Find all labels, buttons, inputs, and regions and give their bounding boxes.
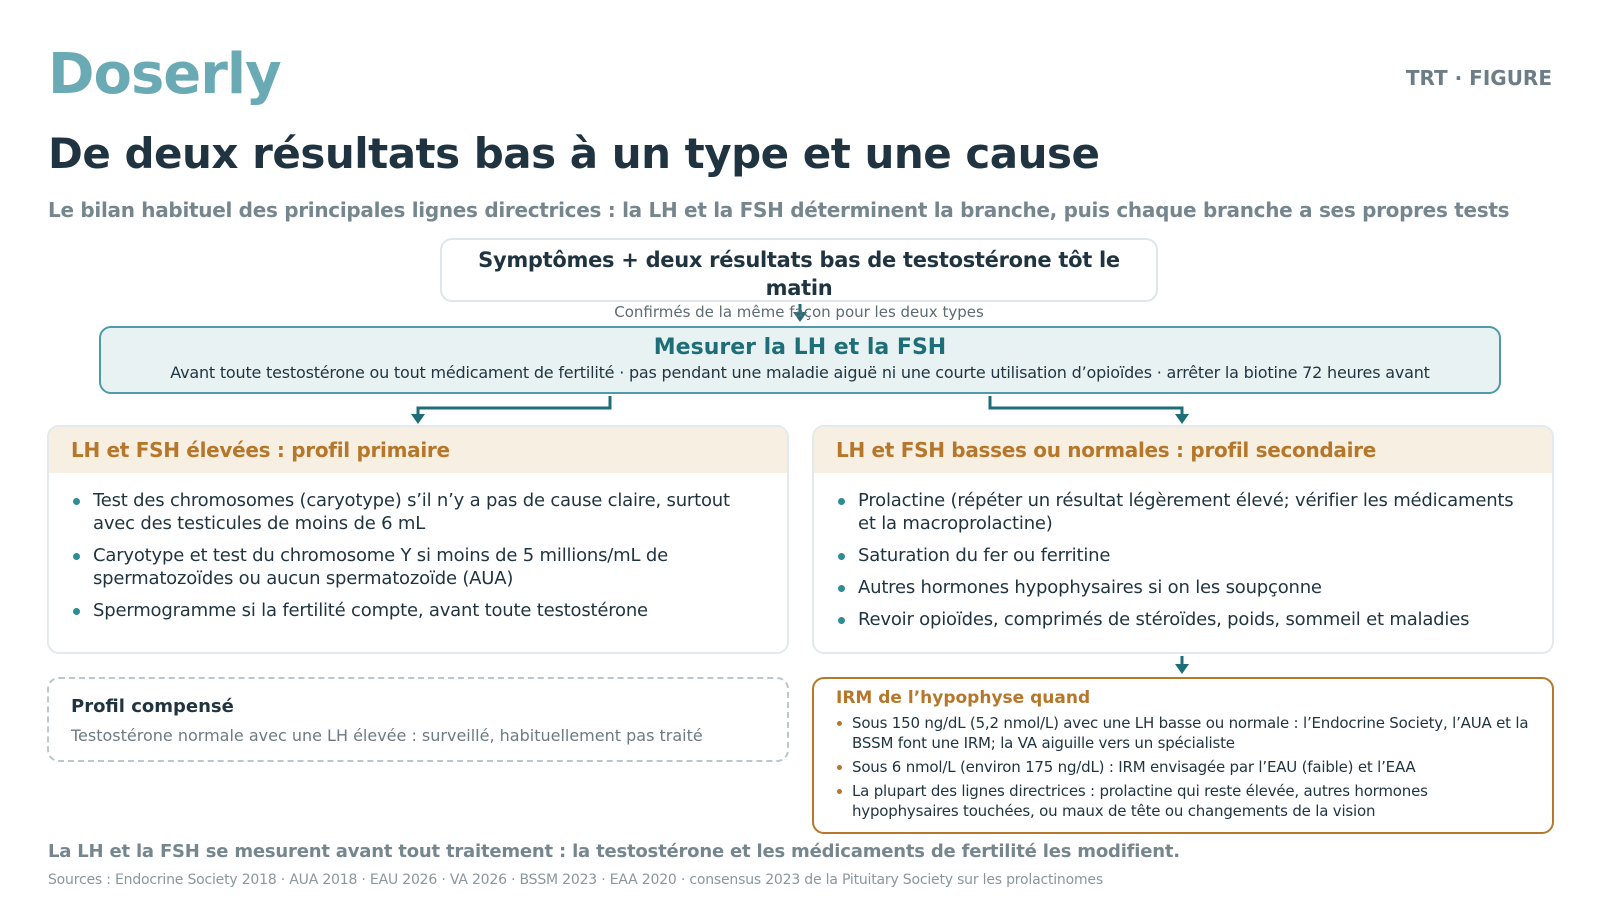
step-measure-subtitle: Avant toute testostérone ou tout médicament de fertilité · pas pendant une maladie aiguë ni une courte utilisation d’opioïdes · arrêter la biotine 72 heures avant [170,363,1430,382]
secondary-profile-title: LH et FSH basses ou normales : profil secondaire [814,427,1552,473]
compensated-title: Profil compensé [71,696,234,717]
pituitary-mri-box [812,677,1554,834]
list-item: Caryotype et test du chromosome Y si moins de 5 millions/mL de spermatozoïdes ou aucun spermatozoïde (AUA) [71,544,767,590]
arrowhead-secondary [1175,414,1189,424]
footer-sources: Sources : Endocrine Society 2018 · AUA 2018 · EAU 2026 · VA 2026 · BSSM 2023 · EAA 2020 · consensus 2023 de la Pituitary Society sur les prolactinomes [48,872,1103,888]
primary-test-list [49,489,787,622]
primary-profile-panel [47,425,789,654]
list-item: Sous 6 nmol/L (environ 175 ng/dL) : IRM envisagée par l’EAU (faible) et l’EAA [836,757,1536,777]
list-item: Test des chromosomes (caryotype) s’il n’y a pas de cause claire, surtout avec des testicules de moins de 6 mL [71,489,767,535]
list-item: Sous 150 ng/dL (5,2 nmol/L) avec une LH basse ou normale : l’Endocrine Society, l’AUA et la BSSM font une IRM; la VA aiguille vers un spécialiste [836,713,1536,753]
list-item: Prolactine (répéter un résultat légèrement élevé; vérifier les médicaments et la macroprolactine) [836,489,1532,535]
mri-title: IRM de l’hypophyse quand [836,688,1091,708]
footer-note: La LH et la FSH se mesurent avant tout traitement : la testostérone et les médicaments de fertilité les modifient. [48,841,1180,862]
compensated-subtitle: Testostérone normale avec une LH élevée : surveillé, habituellement pas traité [71,726,703,745]
step-measure-lh-fsh-box [99,326,1501,394]
logo: Doserly [48,42,281,107]
page-title: De deux résultats bas à un type et une cause [48,129,1100,178]
list-item: Autres hormones hypophysaires si on les soupçonne [836,576,1532,599]
primary-profile-title: LH et FSH élevées : profil primaire [49,427,787,473]
compensated-profile-box [47,677,789,762]
mri-criteria-list [814,713,1552,821]
list-item: Spermogramme si la fertilité compte, avant toute testostérone [71,599,767,622]
list-item: Revoir opioïdes, comprimés de stéroïdes, poids, sommeil et maladies [836,608,1532,631]
step-measure-title: Mesurer la LH et la FSH [653,335,947,360]
arrowhead-primary [411,414,425,424]
arrowhead-mri [1175,664,1189,674]
page-subtitle: Le bilan habituel des principales lignes directrices : la LH et la FSH déterminent la branche, puis chaque branche a ses propres tests [48,198,1510,222]
list-item: La plupart des lignes directrices : prolactine qui reste élevée, autres hormones hypophysaires touchées, ou maux de tête ou changements de la vision [836,781,1536,821]
secondary-profile-panel [812,425,1554,654]
step-symptoms-subtitle: Confirmés de la même façon pour les deux types [614,303,984,321]
step-symptoms-box [440,238,1158,321]
connector-step2-secondary [990,396,1182,414]
secondary-test-list [814,489,1552,631]
step-symptoms-title: Symptômes + deux résultats bas de testostérone tôt le matin [478,248,1120,300]
list-item: Saturation du fer ou ferritine [836,544,1532,567]
connector-step2-primary [418,396,610,414]
figure-tag: TRT · FIGURE [1405,66,1552,90]
